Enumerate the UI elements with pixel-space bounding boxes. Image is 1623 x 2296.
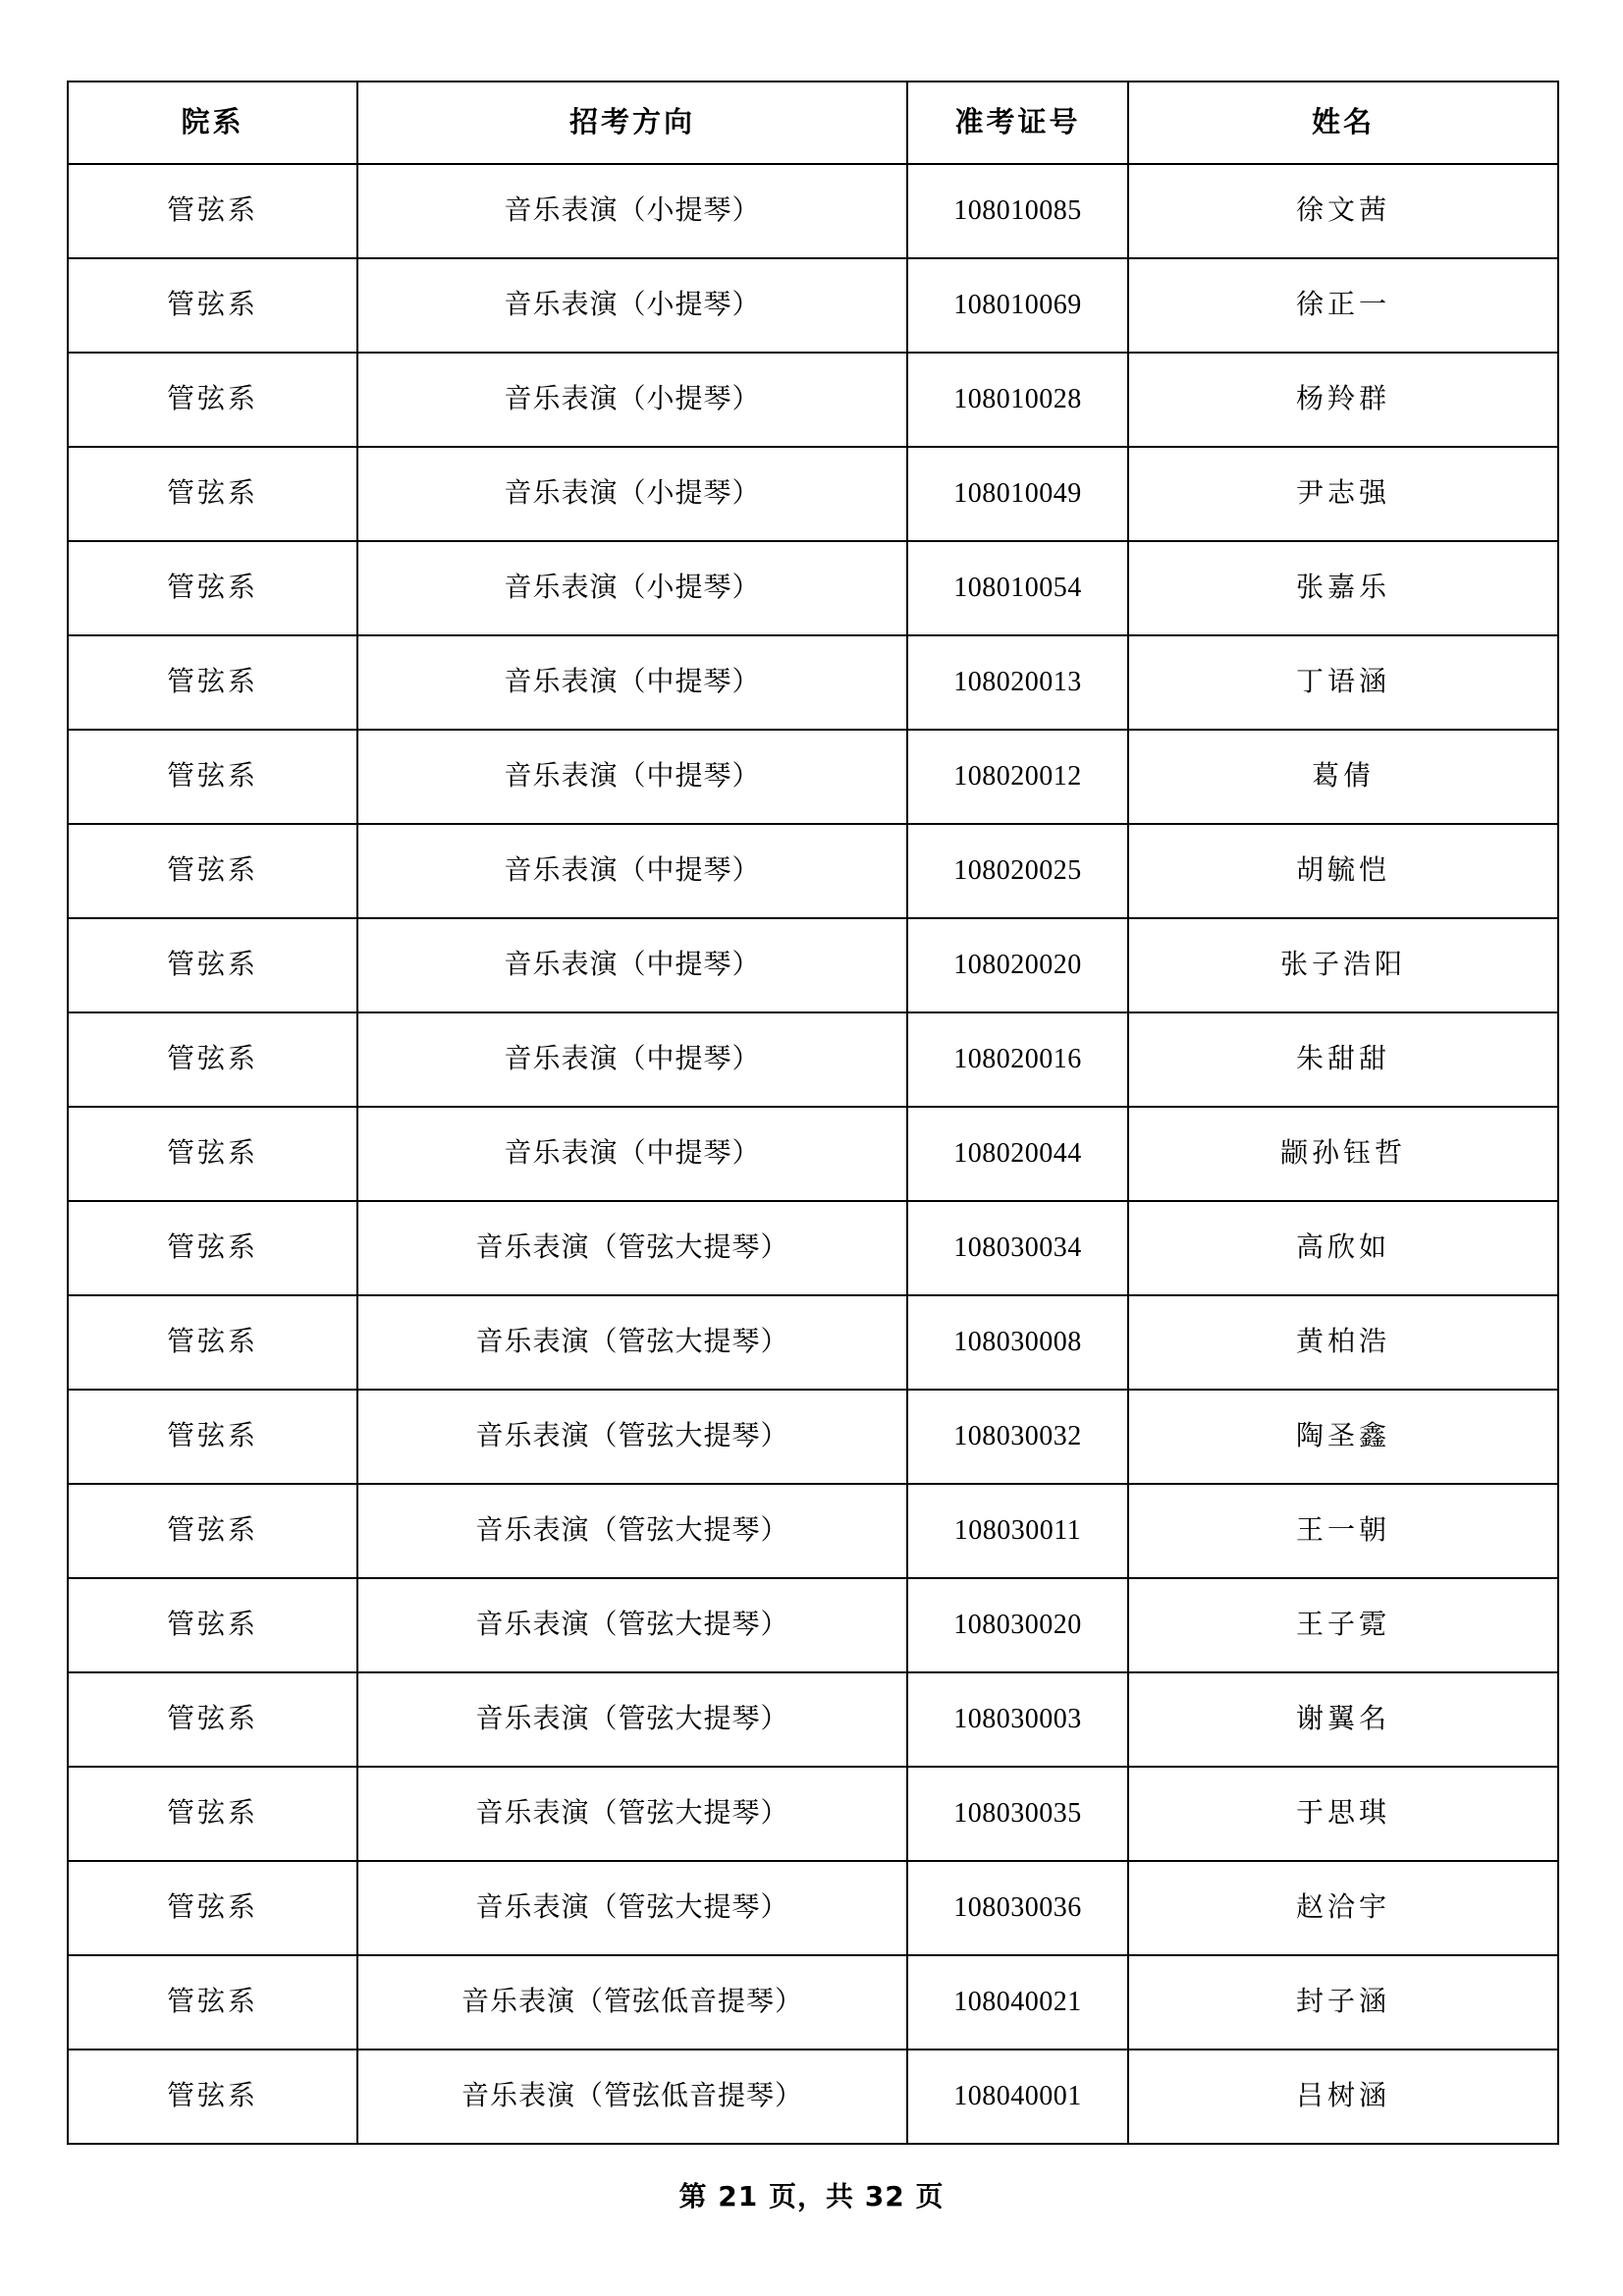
cell-name: 王子霓 — [1128, 1578, 1558, 1672]
cell-dept: 管弦系 — [68, 730, 357, 824]
cell-major: 音乐表演（中提琴） — [357, 730, 907, 824]
cell-name: 胡毓恺 — [1128, 824, 1558, 918]
cell-dept: 管弦系 — [68, 1295, 357, 1390]
cell-ticket: 108010054 — [907, 541, 1128, 635]
cell-name: 朱甜甜 — [1128, 1012, 1558, 1107]
table-row — [68, 635, 1558, 730]
table-row — [68, 1767, 1558, 1861]
cell-dept: 管弦系 — [68, 353, 357, 447]
cell-name: 于思琪 — [1128, 1767, 1558, 1861]
cell-name: 张子浩阳 — [1128, 918, 1558, 1012]
cell-ticket: 108020012 — [907, 730, 1128, 824]
cell-major: 音乐表演（小提琴） — [357, 258, 907, 353]
cell-dept: 管弦系 — [68, 824, 357, 918]
cell-major: 音乐表演（小提琴） — [357, 164, 907, 258]
cell-name: 张嘉乐 — [1128, 541, 1558, 635]
cell-ticket: 108010049 — [907, 447, 1128, 541]
cell-major: 音乐表演（中提琴） — [357, 635, 907, 730]
table-row — [68, 1578, 1558, 1672]
table-row — [68, 824, 1558, 918]
cell-dept: 管弦系 — [68, 164, 357, 258]
cell-name: 高欣如 — [1128, 1201, 1558, 1295]
cell-ticket: 108030003 — [907, 1672, 1128, 1767]
cell-ticket: 108020020 — [907, 918, 1128, 1012]
cell-name: 黄柏浩 — [1128, 1295, 1558, 1390]
table-row — [68, 1390, 1558, 1484]
cell-ticket: 108040021 — [907, 1955, 1128, 2050]
cell-ticket: 108030011 — [907, 1484, 1128, 1578]
cell-major: 音乐表演（小提琴） — [357, 353, 907, 447]
cell-name: 赵洽宇 — [1128, 1861, 1558, 1955]
table-row — [68, 1295, 1558, 1390]
table-row — [68, 1672, 1558, 1767]
cell-ticket: 108010085 — [907, 164, 1128, 258]
table-row — [68, 1201, 1558, 1295]
cell-name: 陶圣鑫 — [1128, 1390, 1558, 1484]
cell-dept: 管弦系 — [68, 1767, 357, 1861]
cell-major: 音乐表演（管弦大提琴） — [357, 1578, 907, 1672]
cell-name: 杨羚群 — [1128, 353, 1558, 447]
cell-dept: 管弦系 — [68, 447, 357, 541]
cell-major: 音乐表演（管弦低音提琴） — [357, 1955, 907, 2050]
cell-dept: 管弦系 — [68, 918, 357, 1012]
cell-name: 封子涵 — [1128, 1955, 1558, 2050]
cell-name: 谢翼名 — [1128, 1672, 1558, 1767]
cell-dept: 管弦系 — [68, 1578, 357, 1672]
cell-dept: 管弦系 — [68, 258, 357, 353]
cell-major: 音乐表演（管弦大提琴） — [357, 1295, 907, 1390]
cell-name: 吕树涵 — [1128, 2050, 1558, 2144]
cell-major: 音乐表演（中提琴） — [357, 1107, 907, 1201]
table-row — [68, 1484, 1558, 1578]
cell-dept: 管弦系 — [68, 1955, 357, 2050]
cell-major: 音乐表演（管弦大提琴） — [357, 1861, 907, 1955]
cell-major: 音乐表演（管弦大提琴） — [357, 1672, 907, 1767]
cell-major: 音乐表演（管弦低音提琴） — [357, 2050, 907, 2144]
cell-ticket: 108010069 — [907, 258, 1128, 353]
cell-ticket: 108030032 — [907, 1390, 1128, 1484]
cell-ticket: 108020016 — [907, 1012, 1128, 1107]
cell-dept: 管弦系 — [68, 1390, 357, 1484]
column-header-ticket: 准考证号 — [907, 82, 1128, 164]
cell-ticket: 108030034 — [907, 1201, 1128, 1295]
cell-ticket: 108010028 — [907, 353, 1128, 447]
cell-major: 音乐表演（管弦大提琴） — [357, 1201, 907, 1295]
cell-dept: 管弦系 — [68, 1107, 357, 1201]
cell-major: 音乐表演（小提琴） — [357, 447, 907, 541]
cell-ticket: 108020013 — [907, 635, 1128, 730]
cell-ticket: 108030008 — [907, 1295, 1128, 1390]
cell-dept: 管弦系 — [68, 1861, 357, 1955]
cell-ticket: 108020044 — [907, 1107, 1128, 1201]
table-header — [68, 82, 1558, 164]
table-row — [68, 1012, 1558, 1107]
cell-ticket: 108030036 — [907, 1861, 1128, 1955]
cell-dept: 管弦系 — [68, 1672, 357, 1767]
cell-name: 丁语涵 — [1128, 635, 1558, 730]
cell-dept: 管弦系 — [68, 1012, 357, 1107]
page-number-label: 第 21 页，共 32 页 — [678, 2180, 945, 2213]
cell-ticket: 108030035 — [907, 1767, 1128, 1861]
table-row — [68, 1107, 1558, 1201]
roster-table — [67, 81, 1559, 2145]
cell-name: 葛倩 — [1128, 730, 1558, 824]
cell-name: 颛孙钰哲 — [1128, 1107, 1558, 1201]
column-header-name: 姓名 — [1128, 82, 1558, 164]
cell-name: 尹志强 — [1128, 447, 1558, 541]
cell-dept: 管弦系 — [68, 635, 357, 730]
table-row — [68, 541, 1558, 635]
cell-dept: 管弦系 — [68, 2050, 357, 2144]
cell-name: 王一朝 — [1128, 1484, 1558, 1578]
cell-major: 音乐表演（管弦大提琴） — [357, 1484, 907, 1578]
cell-dept: 管弦系 — [68, 1484, 357, 1578]
cell-ticket: 108040001 — [907, 2050, 1128, 2144]
cell-major: 音乐表演（小提琴） — [357, 541, 907, 635]
cell-major: 音乐表演（管弦大提琴） — [357, 1767, 907, 1861]
cell-major: 音乐表演（管弦大提琴） — [357, 1390, 907, 1484]
cell-name: 徐正一 — [1128, 258, 1558, 353]
table-row — [68, 258, 1558, 353]
column-header-dept: 院系 — [68, 82, 357, 164]
table-row — [68, 918, 1558, 1012]
cell-major: 音乐表演（中提琴） — [357, 1012, 907, 1107]
table-row — [68, 1861, 1558, 1955]
table-row — [68, 447, 1558, 541]
cell-major: 音乐表演（中提琴） — [357, 918, 907, 1012]
table-header-row — [68, 82, 1558, 164]
page-footer — [0, 2095, 1623, 2296]
cell-ticket: 108020025 — [907, 824, 1128, 918]
table-body — [68, 164, 1558, 2144]
cell-ticket: 108030020 — [907, 1578, 1128, 1672]
table-row — [68, 353, 1558, 447]
table-row — [68, 1955, 1558, 2050]
cell-name: 徐文茜 — [1128, 164, 1558, 258]
table-row — [68, 730, 1558, 824]
cell-dept: 管弦系 — [68, 541, 357, 635]
column-header-major: 招考方向 — [357, 82, 907, 164]
table-row — [68, 164, 1558, 258]
cell-major: 音乐表演（中提琴） — [357, 824, 907, 918]
cell-dept: 管弦系 — [68, 1201, 357, 1295]
